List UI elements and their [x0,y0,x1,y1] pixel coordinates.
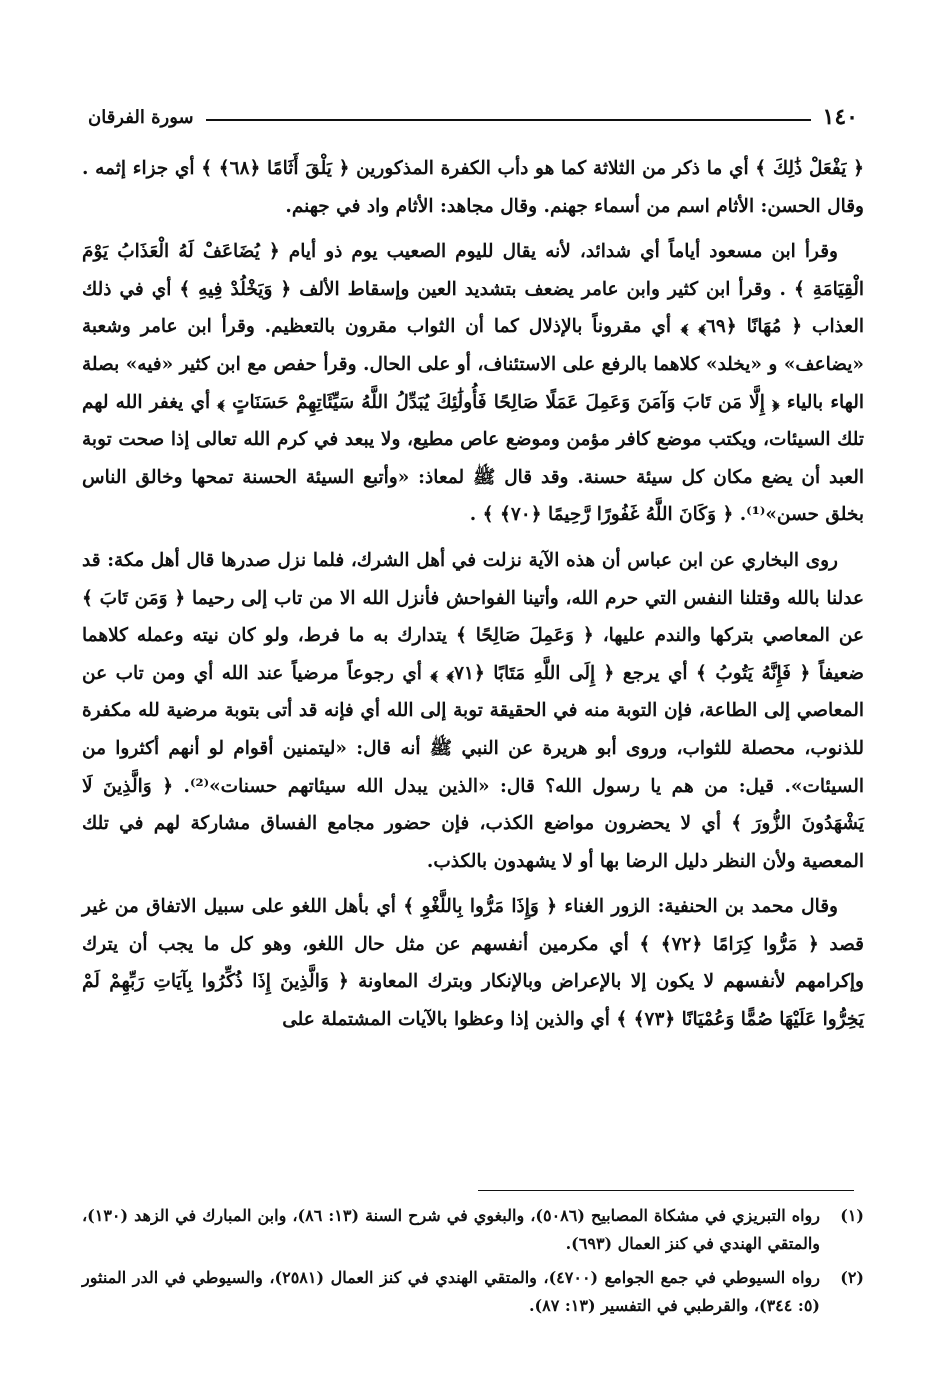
paragraph-2: وقرأ ابن مسعود أياماً أي شدائد، لأنه يقال لليوم الصعيب يوم ذو أيام ﴿ يُضَاعَفْ لَهُ الْعَذَابُ يَوْمَ الْقِيَامَةِ ﴾ . وقرأ ابن كثير وابن عامر يضعف بتشديد العين وإسقاط الألف ﴿ وَيَخْلُدْ فِيهِ ﴾ أي في ذلك العذاب ﴿ مُهَانًا ﴿٦٩﴾ ﴾ أي مقروناً بالإذلال كما أن الثواب مقرون بالتعظيم. وقرأ ابن عامر وشعبة «يضاعف» و «يخلد» كلاهما بالرفع على الاستئناف، أو على الحال. وقرأ حفص مع ابن كثير «فيه» بصلة الهاء بالياء ﴿ إِلَّا مَن تَابَ وَآمَنَ وَعَمِلَ عَمَلًا صَالِحًا فَأُولَٰئِكَ يُبَدِّلُ اللَّهُ سَيِّئَاتِهِمْ حَسَنَاتٍ ﴾ أي يغفر الله لهم تلك السيئات، ويكتب موضع كافر مؤمن وموضع عاص مطيع، ولا يبعد في كرم الله تعالى إذا صحت توبة العبد أن يضع مكان كل سيئة حسنة. وقد قال ﷺ لمعاذ: «وأتبع السيئة الحسنة تمحها وخالق الناس بخلق حسن»⁽¹⁾. ﴿ وَكَانَ اللَّهُ غَفُورًا رَّحِيمًا ﴿٧٠﴾ ﴾ . [82,241,864,526]
paragraph-1: ﴿ يَفْعَلْ ذَٰلِكَ ﴾ أي ما ذكر من الثلاثة كما هو دأب الكفرة المذكورين ﴿ يَلْقَ أَثَامًا ﴿٦٨﴾ ﴾ أي جزاء إثمه . وقال الحسن: الأثام اسم من أسماء جهنم. وقال مجاهد: الأثام واد في جهنم. [82,158,864,217]
footnote-1 [82,1202,864,1258]
footnote-separator [478,1190,854,1191]
footnote-text: رواه التبريزي في مشكاة المصابيح (٥٠٨٦)، والبغوي في شرح السنة (١٣: ٨٦)، وابن المبارك في الزهد (١٣٠)، والمتقي الهندي في كنز العمال (٦٩٣). [82,1206,820,1253]
footnotes [82,1202,864,1326]
paragraph-4: وقال محمد بن الحنفية: الزور الغناء ﴿ وَإِذَا مَرُّوا بِاللَّغْوِ ﴾ أي بأهل اللغو على سبيل الاتفاق من غير قصد ﴿ مَرُّوا كِرَامًا ﴿٧٢﴾ ﴾ أي مكرمين أنفسهم عن مثل حال اللغو، وهو كل ما يجب أن يترك وإكرامهم لأنفسهم لا يكون إلا بالإعراض وبالإنكار وبترك المعاونة ﴿ وَالَّذِينَ إِذَا ذُكِّرُوا بِآيَاتِ رَبِّهِمْ لَمْ يَخِرُّوا عَلَيْهَا صُمًّا وَعُمْيَانًا ﴿٧٣﴾ ﴾ أي والذين إذا وعظوا بالآيات المشتملة على [82,896,864,1031]
footnote-2 [82,1264,864,1320]
footnote-text: رواه السيوطي في جمع الجوامع (٤٧٠٠)، والمتقي الهندي في كنز العمال (٢٥٨١)، والسيوطي في الدر المنثور (٥: ٣٤٤)، والقرطبي في التفسير (١٣: ٨٧). [82,1268,820,1315]
page-number: ١٤٠ [822,104,858,130]
page-header [88,100,858,134]
header-rule [206,119,811,121]
paragraph-3: روى البخاري عن ابن عباس أن هذه الآية نزلت في أهل الشرك، فلما نزل صدرها قال أهل مكة: قد عدلنا بالله وقتلنا النفس التي حرم الله، وأتينا الفواحش فأنزل الله الا من تاب إلى رحيما ﴿ وَمَن تَابَ ﴾ عن المعاصي بتركها والندم عليها، ﴿ وَعَمِلَ صَالِحًا ﴾ يتدارك به ما فرط، ولو كان نيته وعمله كلاهما ضعيفاً ﴿ فَإِنَّهُ يَتُوبُ ﴾ أي يرجع ﴿ إِلَى اللَّهِ مَتَابًا ﴿٧١﴾ ﴾ أي رجوعاً مرضياً عند الله أي ومن تاب عن المعاصي إلى الطاعة، فإن التوبة منه في الحقيقة توبة إلى الله أي فإنه قد أتى بتوبة مرضية لله مكفرة للذنوب، محصلة للثواب، وروى أبو هريرة عن النبي ﷺ أنه قال: «ليتمنين أقوام لو أنهم أكثروا من السيئات». قيل: من هم يا رسول الله؟ قال: «الذين يبدل الله سيئاتهم حسنات»⁽²⁾. ﴿ وَالَّذِينَ لَا يَشْهَدُونَ الزُّورَ ﴾ أي لا يحضرون مواضع الكذب، فإن حضور مجامع الفساق مشاركة لهم في تلك المعصية ولأن النظر دليل الرضا بها أو لا يشهدون بالكذب. [82,549,864,872]
footnote-number: (١) [840,1206,864,1225]
surah-name: سورة الفرقان [88,106,194,128]
footnote-number: (٢) [840,1268,864,1287]
main-text [82,150,864,1039]
